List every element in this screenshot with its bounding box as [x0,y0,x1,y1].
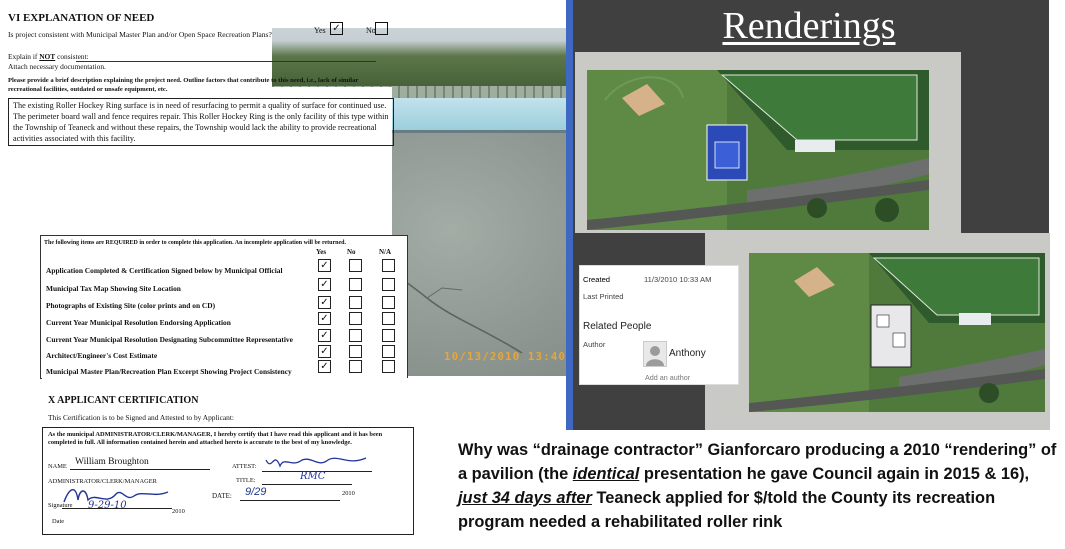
column-yes: Yes [316,248,327,256]
attest-label: ATTEST: [232,463,257,470]
no-label: No [366,26,376,35]
caption-text [458,438,1058,534]
need-description: The existing Roller Hockey Ring surface is in need of resurfacing to permit a quality of surface for continued use. The perimeter board wall and fence requires repair. This Roller Hockey Ring is the only facility of this type within the Township of Teaneck and without these repairs, the Township would lack the ability to provide recreational activities associated with this facility. [13,101,389,143]
explain-if-not [8,52,89,61]
na-checkbox [382,312,395,325]
caption-part: Teaneck applied for $/told the County its recreation program needed a rehabilitated roller rink [458,489,996,531]
date-label-2: DATE: [212,492,232,500]
checklist-item: Current Year Municipal Resolution Endorsing Application [46,318,231,327]
yes-checkbox: ✓ [318,329,331,342]
created-value: 11/3/2010 10:33 AM [644,275,712,284]
caption-emphasis-identical: identical [572,465,640,483]
checklist-item: Architect/Engineer's Cost Estimate [46,351,158,360]
slide-title: Renderings [722,5,896,47]
created-label: Created [583,275,611,284]
add-author-link[interactable]: Add an author [645,373,691,382]
explain-not: NOT [39,52,56,61]
yes-checkbox: ✓ [318,360,331,373]
administrator-label: ADMINISTRATOR/CLERK/MANAGER [48,478,157,485]
no-checkbox [349,345,362,358]
yes-checkbox: ✓ [318,278,331,291]
no-checkbox [349,312,362,325]
photo-timestamp: 10/13/2010 13:40 [444,350,566,363]
checklist-item: Municipal Tax Map Showing Site Location [46,284,181,293]
checklist-item: Municipal Master Plan/Recreation Plan Excerpt Showing Project Consistency [46,367,292,376]
title-value: RMC [300,471,326,482]
yes-checkbox: ✓ [318,345,331,358]
title-label: TITLE: [236,477,256,484]
yes-checkbox: ✓ [318,296,331,309]
yes-checkbox: ✓ [330,22,343,35]
section-x-title: X APPLICANT CERTIFICATION [48,395,199,406]
checklist-item: Photographs of Existing Site (color prints and on CD) [46,301,216,310]
author-name[interactable]: Anthony [669,348,706,359]
no-checkbox [349,329,362,342]
caption-part: presentation he gave Council again in 2015 & 16), [639,465,1030,483]
author-label: Author [583,340,606,349]
section-vi-title: VI EXPLANATION OF NEED [8,12,155,24]
yes-label: Yes [314,26,326,35]
explain-line [76,61,376,62]
na-checkbox [382,329,395,342]
certification-instructions: This Certification is to be Signed and Attested to by Applicant: [48,413,234,422]
na-checkbox [382,259,395,272]
consistency-question: Is project consistent with Municipal Master Plan and/or Open Space Recreation Plans? [8,30,272,39]
checklist-item: Current Year Municipal Resolution Designating Subcommittee Representative [46,335,293,344]
column-no: No [347,248,356,256]
aerial-rendering-2 [749,253,1045,412]
checklist-header: The following items are REQUIRED in order to complete this application. An incomplete application will be returned. [44,240,346,246]
year-value-2: 2010 [342,490,355,497]
aerial-rendering-1 [587,70,929,230]
yes-checkbox: ✓ [318,259,331,272]
name-line [70,469,210,470]
no-checkbox [349,296,362,309]
date-value: 9/29 [245,486,267,498]
name-label: NAME [48,463,67,470]
caption-part: Why was “drainage contractor” Gianforcaro producing a 2010 “rendering” of a pavilion (the [458,441,1057,483]
no-checkbox [349,360,362,373]
caption-emphasis-days: just 34 days after [458,489,592,507]
checklist-item: Application Completed & Certification Signed below by Municipal Official [46,266,283,275]
title-line [262,484,352,485]
name-value: William Broughton [75,457,149,467]
date-line [240,500,340,501]
na-checkbox [382,345,395,358]
na-checkbox [382,296,395,309]
attach-documentation: Attach necessary documentation. [8,62,106,71]
explain-prefix: Explain if [8,52,40,61]
no-checkbox [349,259,362,272]
explain-suffix: consistent: [55,52,89,61]
yes-checkbox: ✓ [318,312,331,325]
avatar-icon [643,341,667,367]
related-people-label: Related People [583,321,652,332]
year-value: 2010 [172,508,185,515]
na-checkbox [382,278,395,291]
brief-instructions: Please provide a brief description explaining the project need. Outline factors that contribute to this need, i.e., lack of similar recreational facilities, outdated or unsafe equipment, etc. [8,77,359,93]
date-label: Date [52,518,65,525]
slide-accent-bar [566,0,573,430]
signature-label: Signature [48,502,73,509]
no-checkbox [375,22,388,35]
na-checkbox [382,360,395,373]
last-printed-label: Last Printed [583,292,624,301]
no-checkbox [349,278,362,291]
certification-statement: As the municipal ADMINISTRATOR/CLERK/MANAGER, I hereby certify that I have read this applicant and it has been completed in full. All information contained herein and attached hereto is accurate to the best of my knowledge. [48,431,383,446]
column-na: N/A [379,248,392,256]
signature-date: 9-29-10 [88,500,127,511]
